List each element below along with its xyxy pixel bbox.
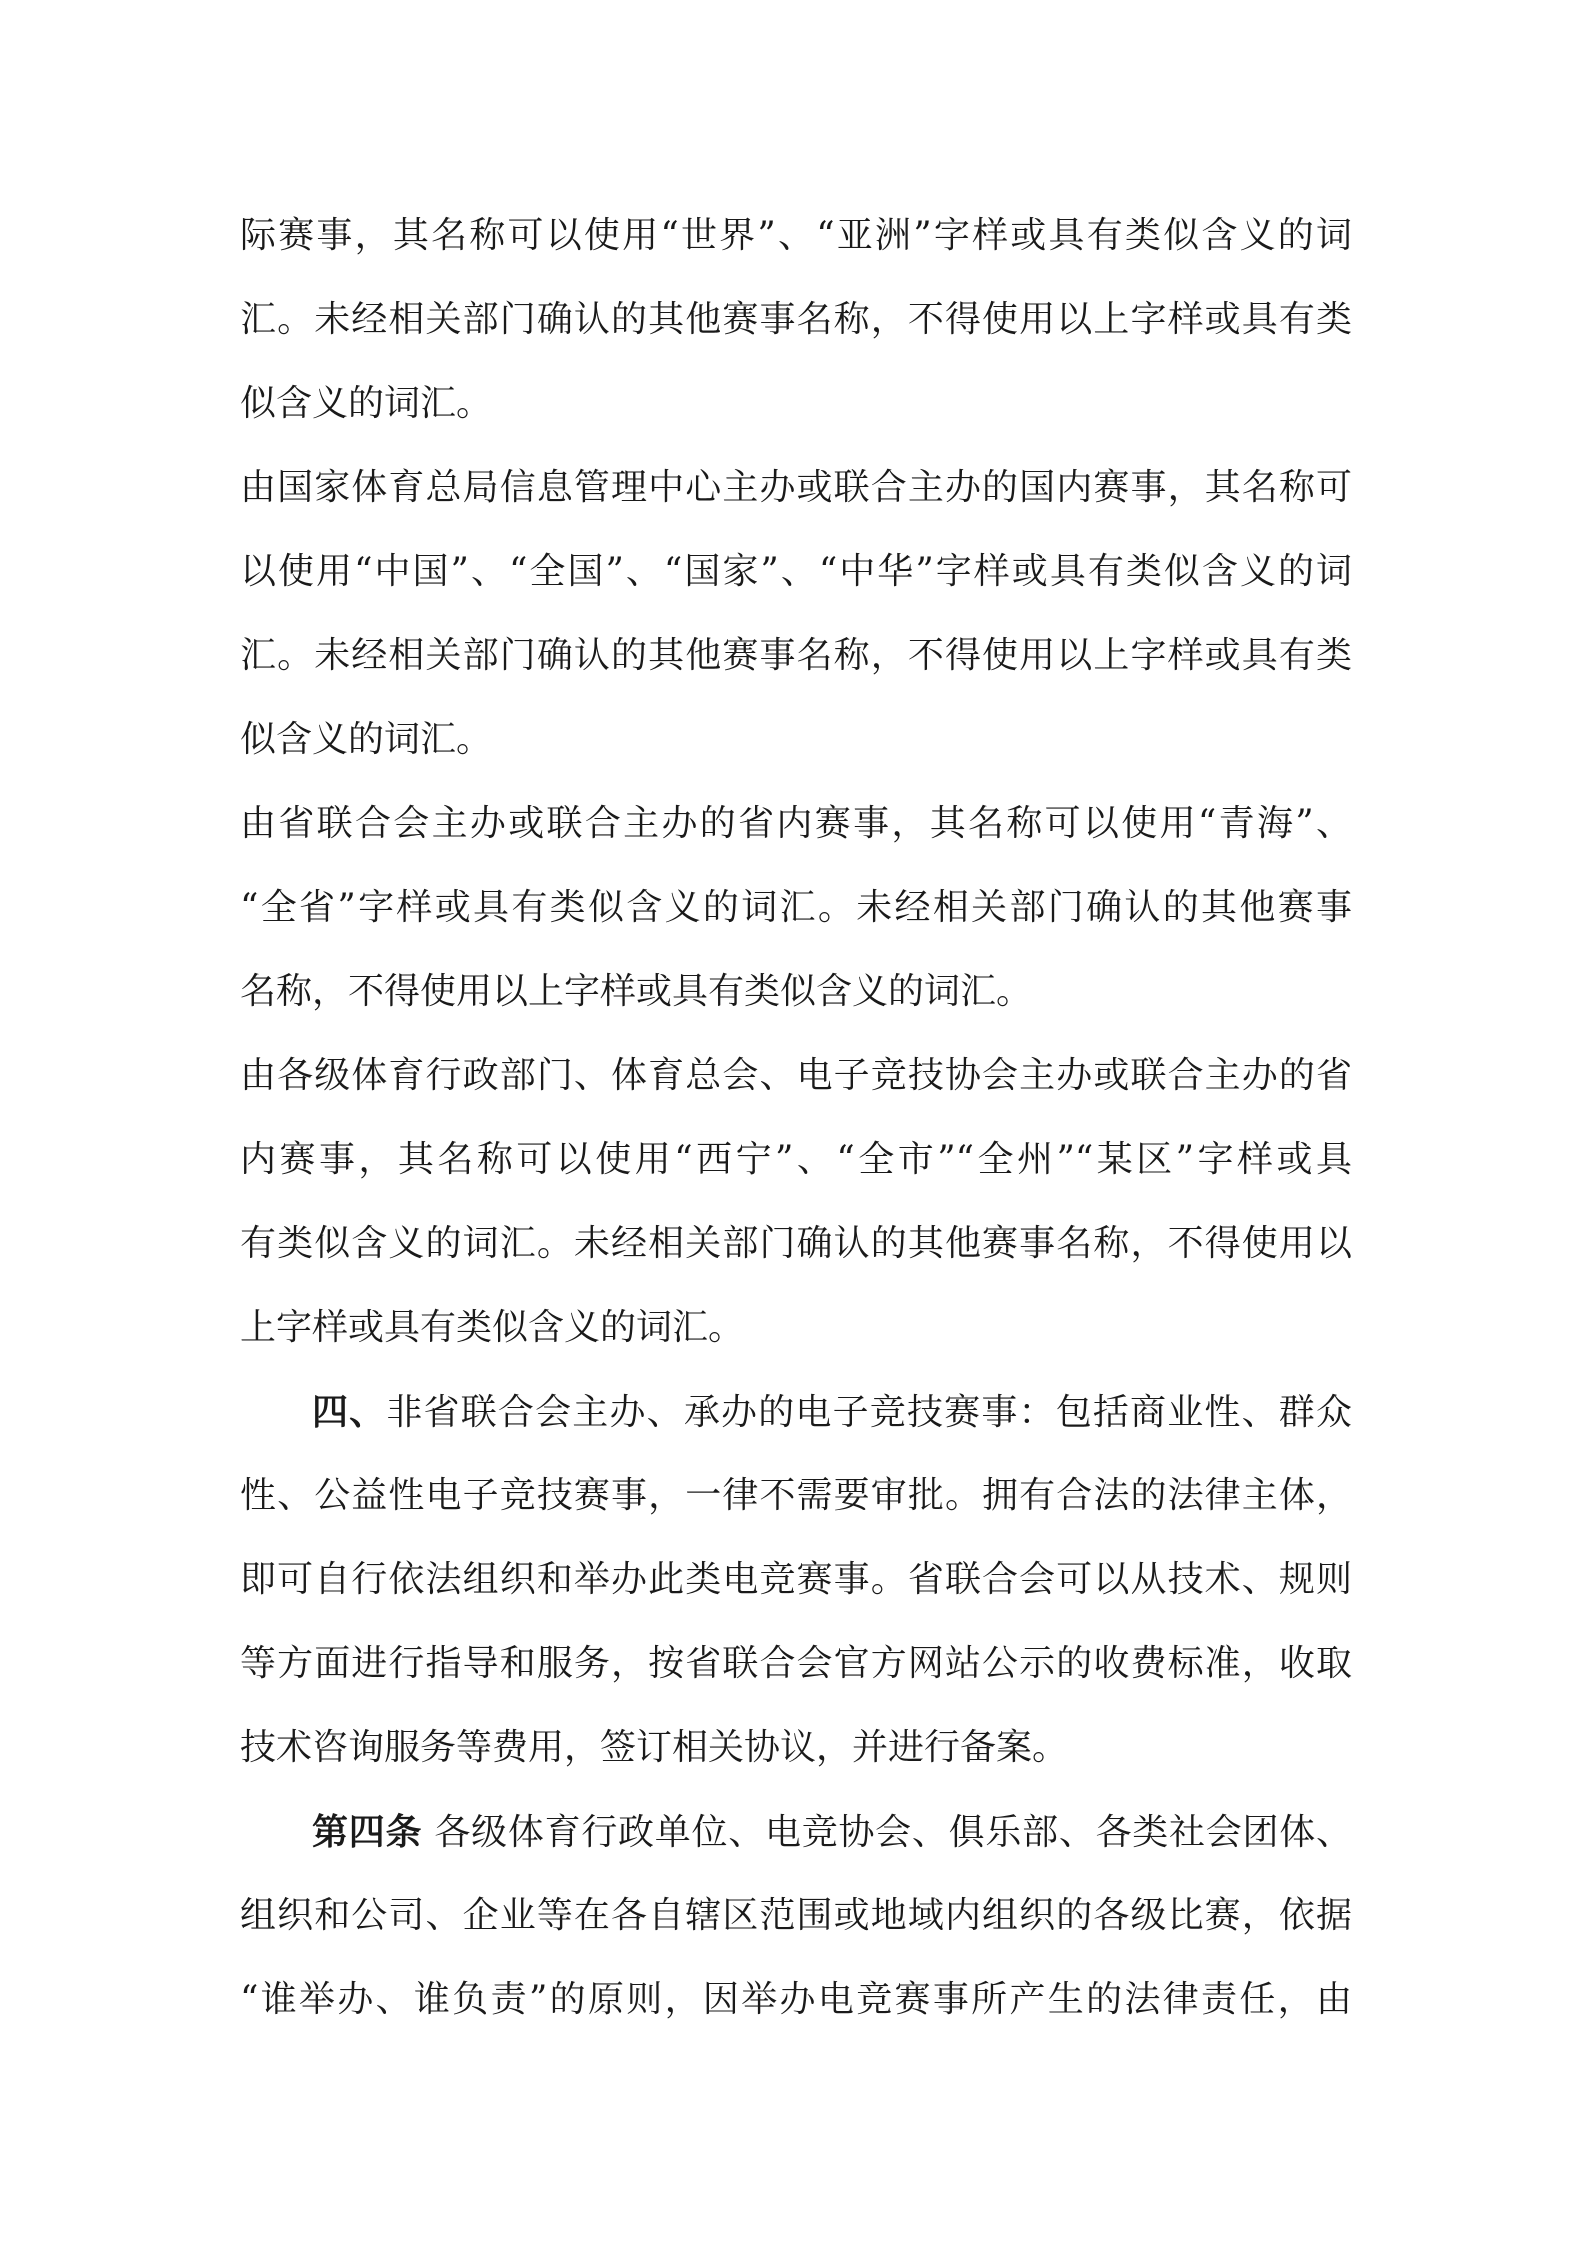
text-line <box>240 1370 1352 1454</box>
text-line: 似含义的词汇。 <box>240 719 493 760</box>
text-line: 等方面进行指导和服务，按省联合会官方网站公示的收费标准，收取 <box>240 1643 1352 1684</box>
text-line: 似含义的词汇。 <box>240 383 493 424</box>
text-line: 汇。未经相关部门确认的其他赛事名称，不得使用以上字样或具有类 <box>240 299 1352 340</box>
text-line: 由各级体育行政部门、体育总会、电子竞技协会主办或联合主办的省 <box>240 1055 1352 1096</box>
paragraph-article-four <box>240 1790 1352 2042</box>
text-line: 上字样或具有类似含义的词汇。 <box>240 1307 745 1348</box>
paragraph-local-events <box>240 1034 1352 1370</box>
paragraph-national-events <box>240 446 1352 782</box>
text-run: 非省联合会主办、承办的电子竞技赛事：包括商业性、群众 <box>386 1392 1352 1433</box>
text-line: “全省”字样或具有类似含义的词汇。未经相关部门确认的其他赛事 <box>240 887 1352 928</box>
text-line: 以使用“中国”、“全国”、“国家”、“中华”字样或具有类似含义的词 <box>240 551 1352 592</box>
text-line: 由国家体育总局信息管理中心主办或联合主办的国内赛事，其名称可 <box>240 467 1352 508</box>
text-line: 性、公益性电子竞技赛事，一律不需要审批。拥有合法的法律主体， <box>240 1475 1352 1516</box>
paragraph-item-four <box>240 1370 1352 1790</box>
text-line: 由省联合会主办或联合主办的省内赛事，其名称可以使用“青海”、 <box>240 803 1352 844</box>
text-line: 内赛事，其名称可以使用“西宁”、“全市”“全州”“某区”字样或具 <box>240 1139 1352 1180</box>
text-line: 有类似含义的词汇。未经相关部门确认的其他赛事名称，不得使用以 <box>240 1223 1352 1264</box>
text-line: 即可自行依法组织和举办此类电竞赛事。省联合会可以从技术、规则 <box>240 1559 1352 1600</box>
text-line: 技术咨询服务等费用，签订相关协议，并进行备案。 <box>240 1727 1069 1768</box>
paragraph-provincial-events <box>240 782 1352 1034</box>
text-line: “谁举办、谁负责”的原则，因举办电竞赛事所产生的法律责任，由 <box>240 1979 1352 2020</box>
text-run: 各级体育行政单位、电竞协会、俱乐部、各类社会团体、 <box>422 1812 1352 1853</box>
article-number: 第四条 <box>312 1811 423 1853</box>
document-body <box>240 194 1352 2042</box>
text-line: 汇。未经相关部门确认的其他赛事名称，不得使用以上字样或具有类 <box>240 635 1352 676</box>
text-line: 名称，不得使用以上字样或具有类似含义的词汇。 <box>240 971 1033 1012</box>
paragraph-international-events <box>240 194 1352 446</box>
text-line <box>240 1790 1352 1874</box>
text-line: 际赛事，其名称可以使用“世界”、“亚洲”字样或具有类似含义的词 <box>240 215 1352 256</box>
item-number: 四、 <box>312 1391 387 1433</box>
text-line: 组织和公司、企业等在各自辖区范围或地域内组织的各级比赛，依据 <box>240 1895 1352 1936</box>
